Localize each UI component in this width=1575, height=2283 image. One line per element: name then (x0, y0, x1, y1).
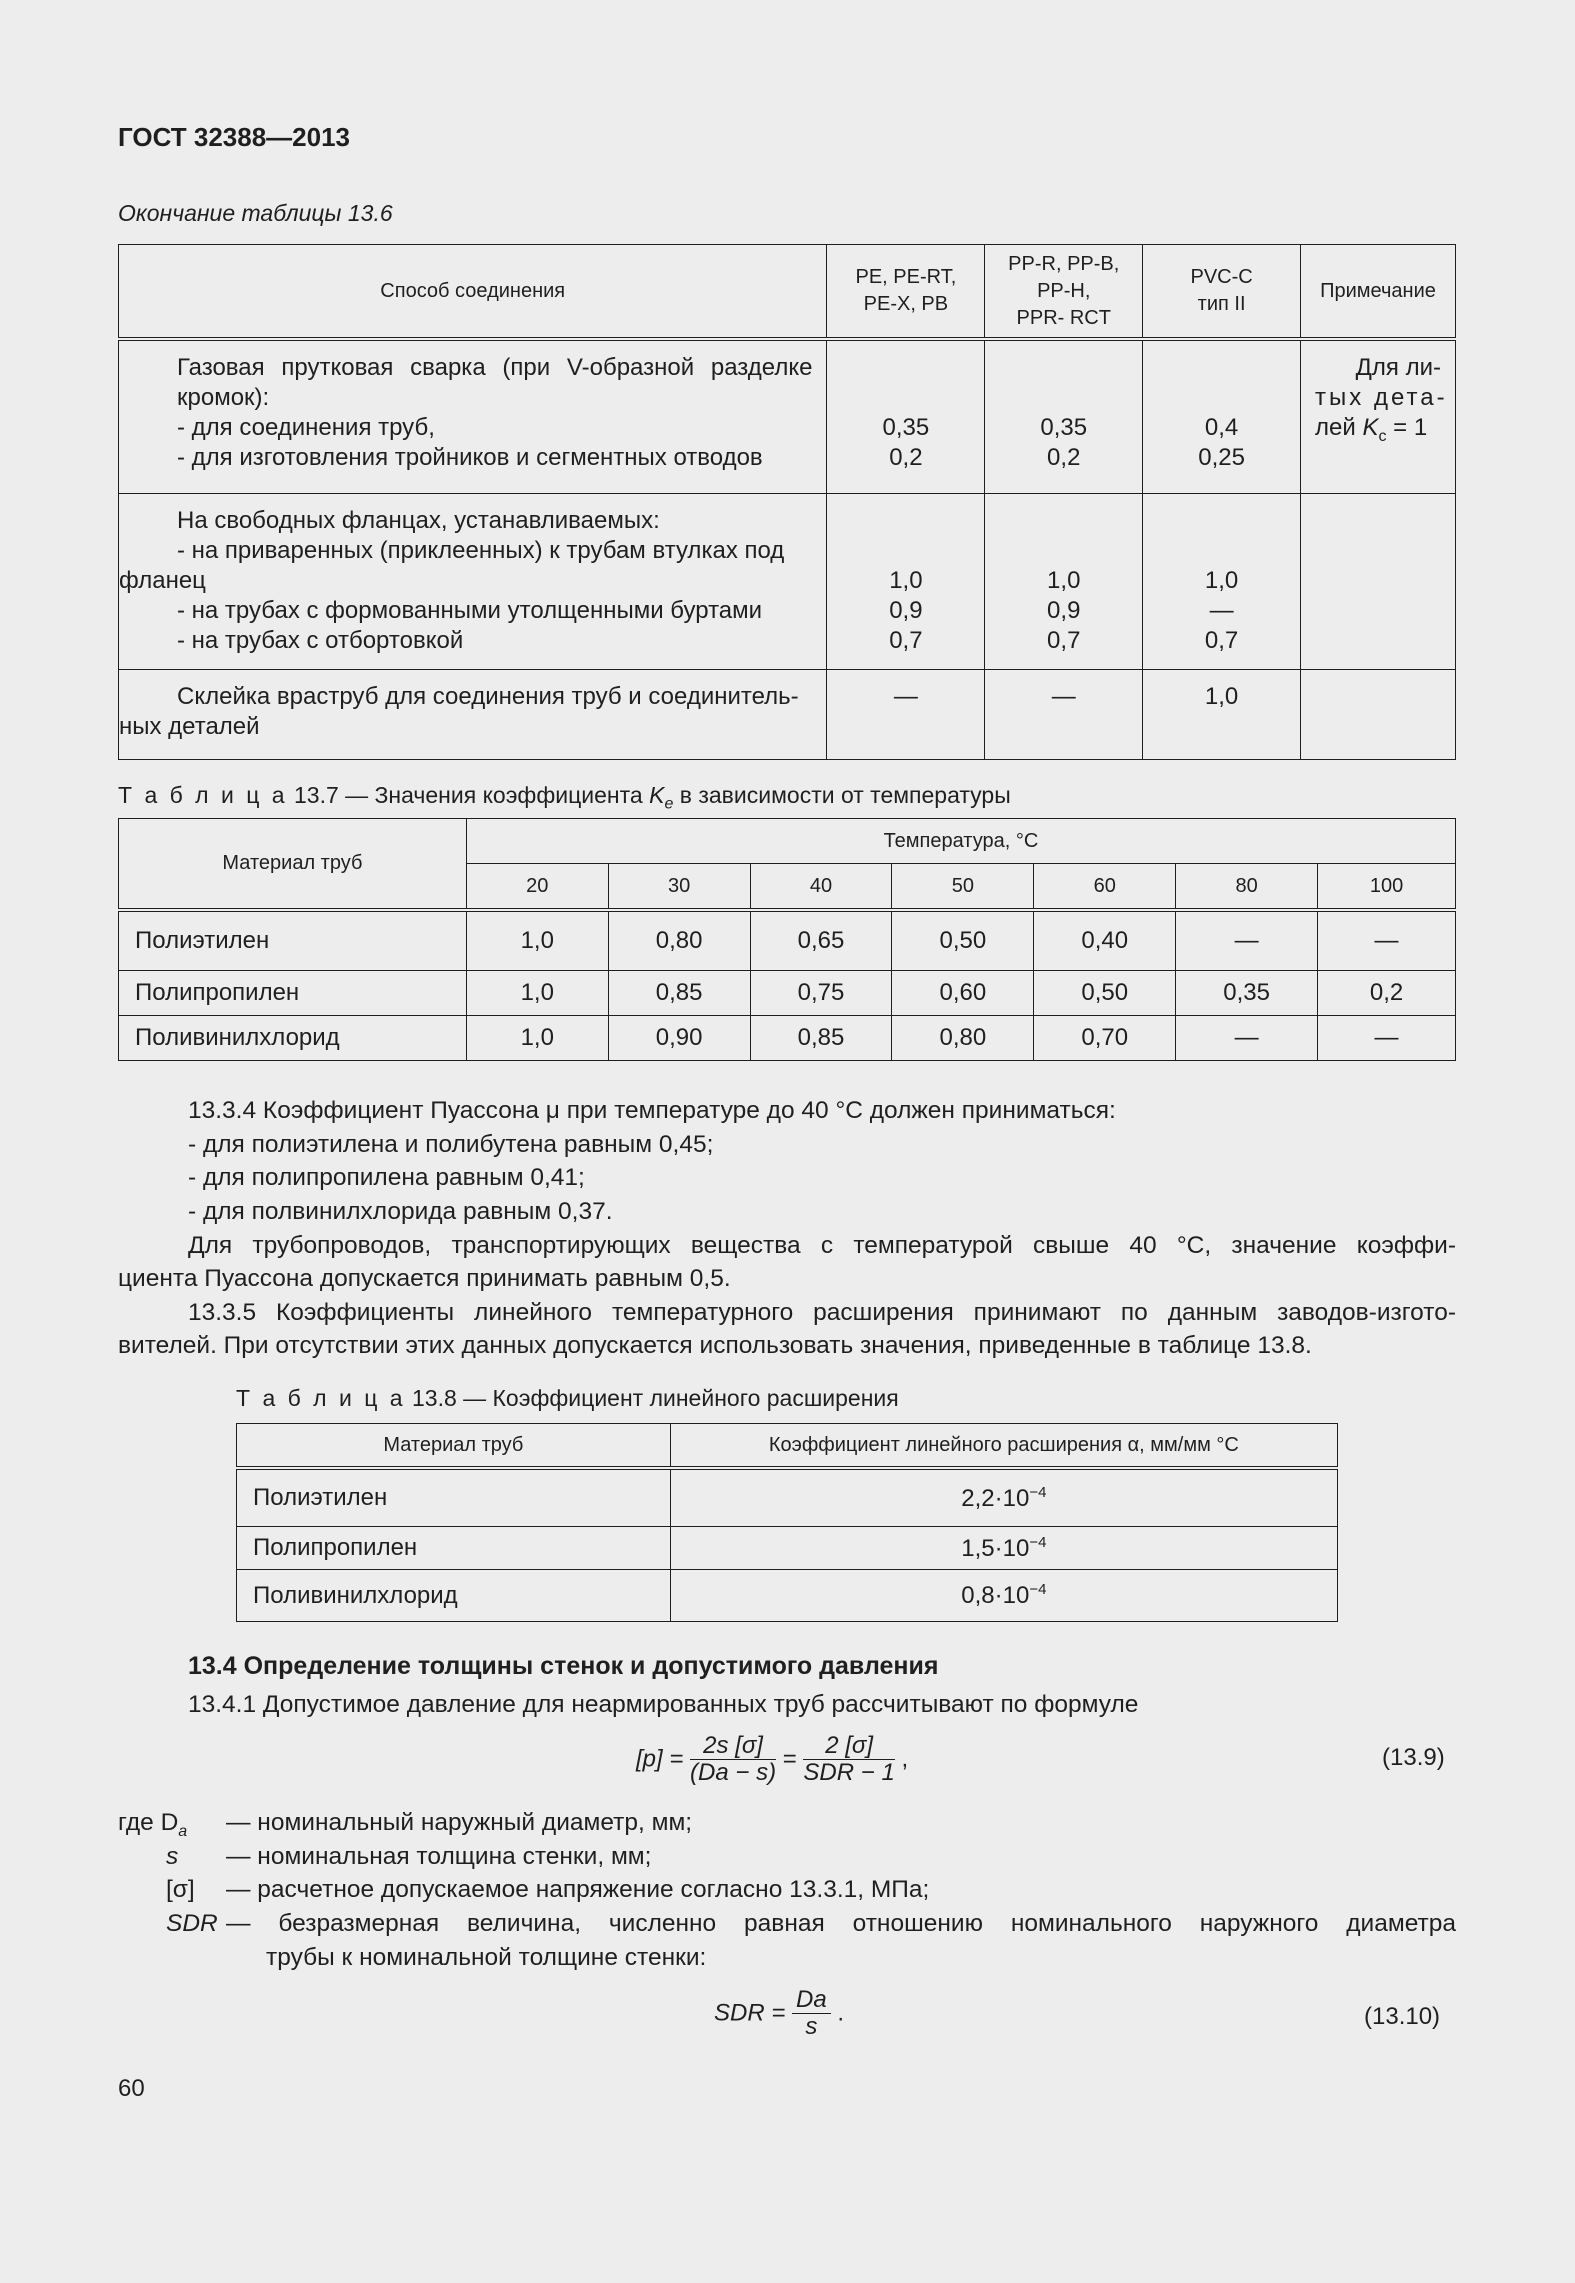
table-row (119, 910, 1456, 971)
col-header: PP-R, PP-B, PP-H, PPR- RCT (985, 245, 1143, 340)
paragraph-line: Для трубопроводов, транспортирующих вещества с температурой свыше 40 °С, значение коэффи- (188, 1232, 1456, 1259)
value-cell: 1,0 (466, 910, 608, 971)
document-header: ГОСТ 32388—2013 (118, 122, 350, 152)
row-line: ных деталей (119, 712, 260, 740)
value-cell: 1,0 (466, 1016, 608, 1061)
col-header-material: Материал труб (237, 1424, 671, 1469)
value-cell: — (1318, 910, 1456, 971)
temp-header: 30 (608, 864, 750, 911)
col-header-text: Способ соединения (380, 279, 566, 302)
list-item: - для полвинилхлорида равным 0,37. (188, 1198, 613, 1225)
table-row (119, 1016, 1456, 1061)
value-cell: 0,50 (892, 910, 1034, 971)
value-cell: 0,75 (750, 971, 892, 1016)
value-cell: $1,5\cdot 10^{-4}$ (670, 1527, 1337, 1570)
row-line: - для соединения труб, (177, 414, 435, 441)
row-line: Склейка враструб для соединения труб и соединитель- (177, 682, 799, 710)
paragraph-line: циента Пуассона допускается принимать равным 0,5. (118, 1265, 731, 1292)
row-label (119, 669, 827, 759)
temp-header: 20 (466, 864, 608, 911)
value-cell: — (1176, 1016, 1318, 1061)
value-cell: 1,0 (1143, 669, 1301, 759)
row-title: На свободных фланцах, устанавливаемых: (177, 506, 660, 534)
col-header-material: Материал труб (119, 819, 467, 911)
table-13-7-title: Т а б л и ц а 13.7 — Значения коэффициента $K_e$ в зависимости от температуры (118, 782, 1011, 813)
value-cell: — (985, 669, 1143, 759)
material-cell: Поливинилхлорид (119, 1016, 467, 1061)
material-cell: Полипропилен (119, 971, 467, 1016)
where-desc: — номинальная толщина стенки, мм; (226, 1843, 652, 1870)
col-header (119, 245, 827, 340)
value-cell: 0,2 (1318, 971, 1456, 1016)
value-cell: — (1318, 1016, 1456, 1061)
col-header-temperature: Температура, °С (466, 819, 1455, 864)
table-header-row (237, 1424, 1338, 1469)
value-cell: 0,85 (608, 971, 750, 1016)
table-13-8 (236, 1423, 1338, 1622)
paragraph-13-4-1: 13.4.1 Допустимое давление для неармированных труб рассчитывают по формуле (188, 1691, 1139, 1718)
temp-header: 60 (1034, 864, 1176, 911)
table-13-6 (118, 244, 1456, 760)
formula-13-10: SDR = $\frac{Da}{s}$ . (714, 1986, 845, 2040)
table-row (119, 493, 1456, 669)
value-cell: 0,35 0,2 (827, 339, 985, 493)
page-number: 60 (118, 2075, 145, 2102)
paragraph-13-3-5: 13.3.5 Коэффициенты линейного температурного расширения принимают по данным заводов-изгото- (188, 1299, 1456, 1326)
where-symbol: SDR (166, 1910, 218, 1937)
table-header-row (119, 819, 1456, 864)
value-cell: 0,65 (750, 910, 892, 971)
row-title: Газовая прутковая сварка (при V-образной разделке кромок): (177, 354, 813, 411)
value-cell: 1,0 0,9 0,7 (827, 493, 985, 669)
row-label (119, 339, 827, 493)
where-symbol: [σ] (166, 1876, 195, 1903)
where-symbol: s (166, 1843, 179, 1870)
where-desc: трубы к номинальной толщине стенки: (266, 1944, 707, 1971)
table-row (237, 1527, 1338, 1570)
value-cell: 0,4 0,25 (1143, 339, 1301, 493)
table-13-7 (118, 818, 1456, 1061)
col-header: Примечание (1301, 245, 1456, 340)
material-cell: Полиэтилен (119, 910, 467, 971)
value-cell: 0,80 (892, 1016, 1034, 1061)
where-line: где $D_a$ (118, 1809, 188, 1840)
col-header: PVC-C тип II (1143, 245, 1301, 340)
equation-number: (13.9) (1382, 1744, 1445, 1771)
formula-13-9: [p] = $\frac{2s [\sigma]}{(Da - s)}$ = $\frac{2 [\sigma]}{\text{SDR − 1}}$ , (636, 1732, 909, 1786)
where-desc: — расчетное допускаемое напряжение согласно 13.3.1, МПа; (226, 1876, 930, 1903)
value-cell: 0,70 (1034, 1016, 1176, 1061)
where-desc: — безразмерная величина, численно равная отношению номинального наружного диаметра (226, 1910, 1456, 1937)
temp-header: 80 (1176, 864, 1318, 911)
material-cell: Поливинилхлорид (237, 1570, 671, 1622)
value-cell: 0,35 (1176, 971, 1318, 1016)
list-item: - для полиэтилена и полибутена равным 0,45; (188, 1131, 714, 1158)
section-heading: 13.4 Определение толщины стенок и допустимого давления (188, 1652, 939, 1680)
note-cell: Для ли- тых дета- лей $K_с = 1$ (1301, 339, 1456, 493)
paragraph-line: вителей. При отсутствии этих данных допускается использовать значения, приведенные в таблице 13.8. (118, 1332, 1312, 1359)
row-line: фланец (119, 566, 206, 594)
row-label (119, 493, 827, 669)
value-cell: 0,50 (1034, 971, 1176, 1016)
table-row (119, 339, 1456, 493)
note-cell (1301, 493, 1456, 669)
list-item: - для полипропилена равным 0,41; (188, 1164, 585, 1191)
value-cell: 0,80 (608, 910, 750, 971)
value-cell: 1,0 0,9 0,7 (985, 493, 1143, 669)
row-line: - для изготовления тройников и сегментных отводов (177, 444, 763, 471)
value-cell: 0,35 0,2 (985, 339, 1143, 493)
value-cell: — (827, 669, 985, 759)
temp-header: 50 (892, 864, 1034, 911)
row-line: - на трубах с отбортовкой (177, 626, 464, 654)
value-cell: 0,60 (892, 971, 1034, 1016)
row-line: - на трубах с формованными утолщенными буртами (177, 596, 763, 624)
table-row (119, 971, 1456, 1016)
paragraph-13-3-4: 13.3.4 Коэффициент Пуассона μ при температуре до 40 °С должен приниматься: (188, 1097, 1116, 1124)
table-13-6-caption: Окончание таблицы 13.6 (118, 200, 393, 226)
row-line: - на приваренных (приклеенных) к трубам втулках под (177, 536, 785, 564)
table-row (237, 1468, 1338, 1527)
equation-number: (13.10) (1364, 2003, 1441, 2030)
material-cell: Полипропилен (237, 1527, 671, 1570)
value-cell: $2,2\cdot 10^{-4}$ (670, 1468, 1337, 1527)
col-header-coefficient: Коэффициент линейного расширения α, мм/мм °С (670, 1424, 1337, 1469)
value-cell: 1,0 — 0,7 (1143, 493, 1301, 669)
temp-header: 40 (750, 864, 892, 911)
table-row (237, 1570, 1338, 1622)
table-header-row (119, 245, 1456, 340)
where-desc: — номинальный наружный диаметр, мм; (226, 1809, 693, 1836)
temp-header: 100 (1318, 864, 1456, 911)
value-cell: 1,0 (466, 971, 608, 1016)
table-row (119, 669, 1456, 759)
note-cell (1301, 669, 1456, 759)
value-cell: — (1176, 910, 1318, 971)
value-cell: $0,8\cdot 10^{-4}$ (670, 1570, 1337, 1622)
value-cell: 0,40 (1034, 910, 1176, 971)
col-header: PE, PE-RT, PE-X, PB (827, 245, 985, 340)
table-13-8-title: Т а б л и ц а 13.8 — Коэффициент линейного расширения (236, 1385, 899, 1411)
material-cell: Полиэтилен (237, 1468, 671, 1527)
value-cell: 0,85 (750, 1016, 892, 1061)
value-cell: 0,90 (608, 1016, 750, 1061)
